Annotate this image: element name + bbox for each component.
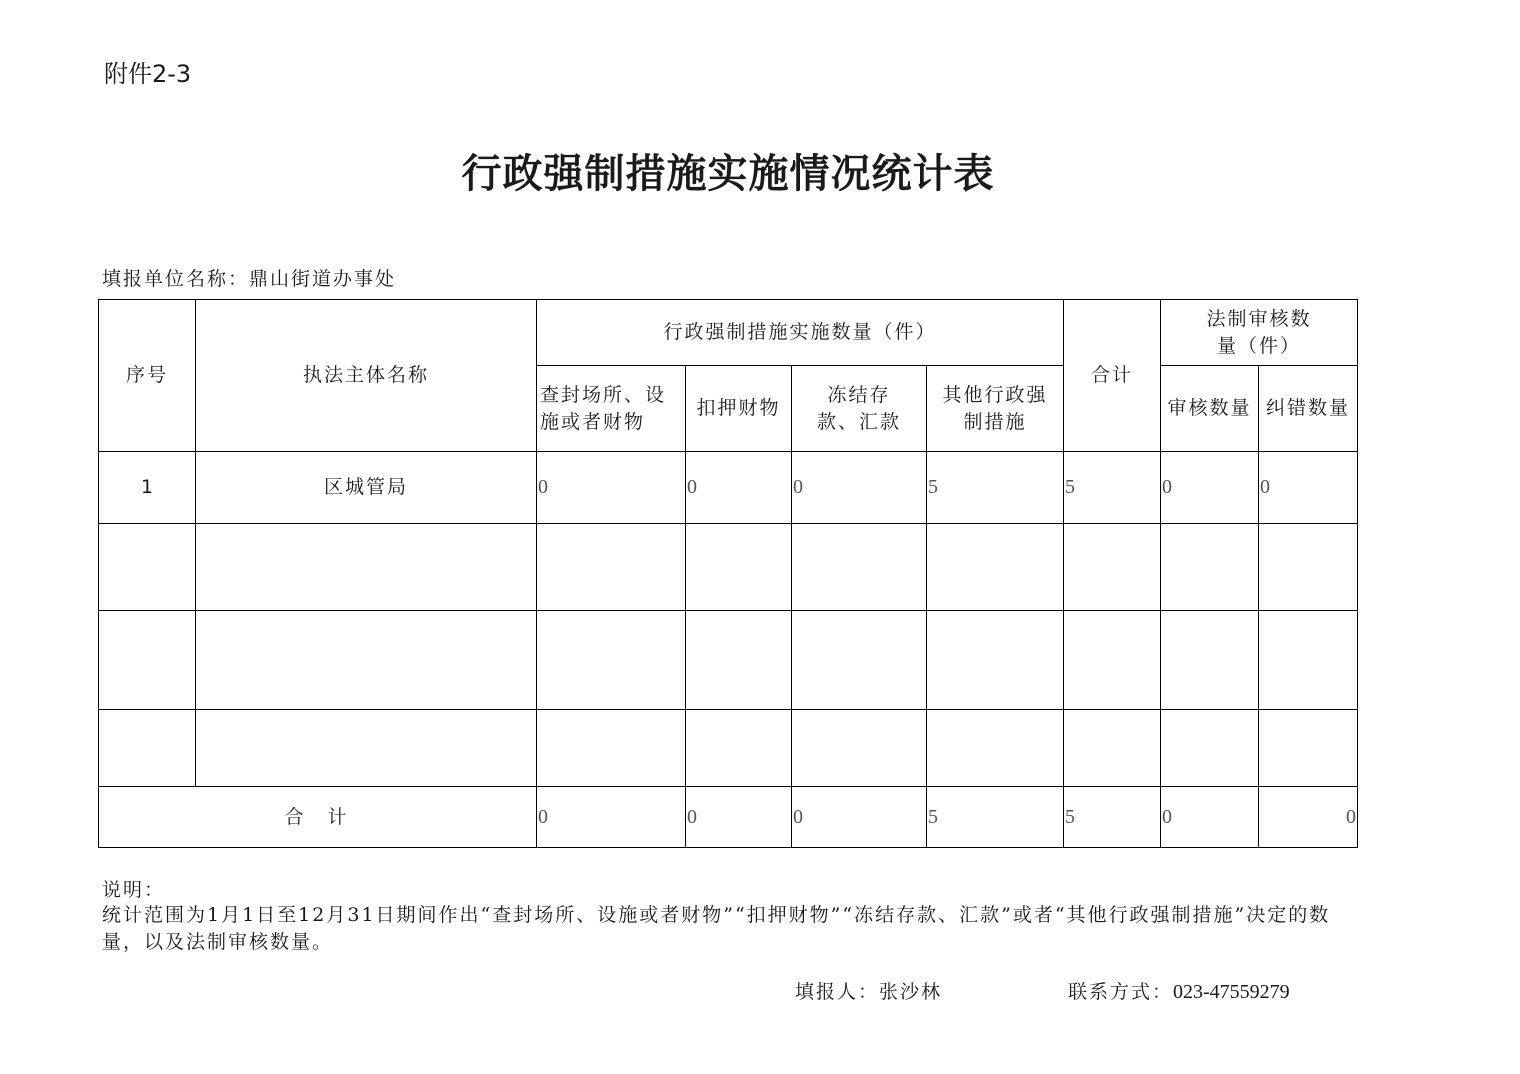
reporting-unit: [102, 264, 396, 291]
reporting-unit-label: 填报单位名称：: [102, 268, 250, 290]
empty-row: [99, 524, 1358, 611]
contact-phone: 023-47559279: [1173, 981, 1290, 1003]
header-review-group: 法制审核数量（件）: [1161, 300, 1358, 366]
totals-review-count: 0: [1161, 787, 1259, 848]
document-title: 行政强制措施实施情况统计表: [461, 150, 995, 197]
row-other: 5: [927, 452, 1064, 524]
row-correction-count: 0: [1259, 452, 1358, 524]
header-total: 合计: [1064, 300, 1161, 452]
totals-freeze: 0: [792, 787, 927, 848]
header-entity: 执法主体名称: [196, 300, 537, 452]
row-review-count: 0: [1161, 452, 1259, 524]
header-row-1: [99, 300, 1358, 366]
notes-label: 说明：: [102, 879, 166, 901]
row-total: 5: [1064, 452, 1161, 524]
totals-label: 合 计: [99, 787, 537, 848]
header-review-count: 审核数量: [1161, 366, 1259, 452]
notes-text: 统计范围为1月1日至12月31日期间作出“查封场所、设施或者财物”“扣押财物”“冻结存款、汇款”或者“其他行政强制措施”决定的数量，以及法制审核数量。: [102, 904, 1331, 953]
header-measures-group: 行政强制措施实施数量（件）: [537, 300, 1064, 366]
header-correction-count: 纠错数量: [1259, 366, 1358, 452]
contact: [1068, 977, 1290, 1004]
header-seq: 序号: [99, 300, 196, 452]
empty-row: [99, 710, 1358, 787]
header-freeze: 冻结存款、汇款: [792, 366, 927, 452]
row-seq: 1: [99, 452, 196, 524]
attachment-label: 附件2-3: [104, 60, 192, 88]
statistics-table: [98, 299, 1358, 848]
totals-total: 5: [1064, 787, 1161, 848]
contact-label: 联系方式：: [1068, 981, 1174, 1003]
reporting-unit-name: 鼎山街道办事处: [249, 268, 397, 290]
totals-row: [99, 787, 1358, 848]
filler: [795, 977, 942, 1004]
totals-seal: 0: [537, 787, 686, 848]
filler-label: 填报人：: [795, 981, 880, 1003]
totals-correction-count: 0: [1259, 787, 1358, 848]
totals-seize: 0: [686, 787, 792, 848]
row-seal: 0: [537, 452, 686, 524]
row-freeze: 0: [792, 452, 927, 524]
header-seize: 扣押财物: [686, 366, 792, 452]
filler-name: 张沙林: [879, 981, 943, 1003]
row-seize: 0: [686, 452, 792, 524]
totals-other: 5: [927, 787, 1064, 848]
row-entity: 区城管局: [196, 452, 537, 524]
header-seal: 查封场所、设施或者财物: [537, 366, 686, 452]
table-row: [99, 452, 1358, 524]
header-other: 其他行政强制措施: [927, 366, 1064, 452]
empty-row: [99, 611, 1358, 710]
